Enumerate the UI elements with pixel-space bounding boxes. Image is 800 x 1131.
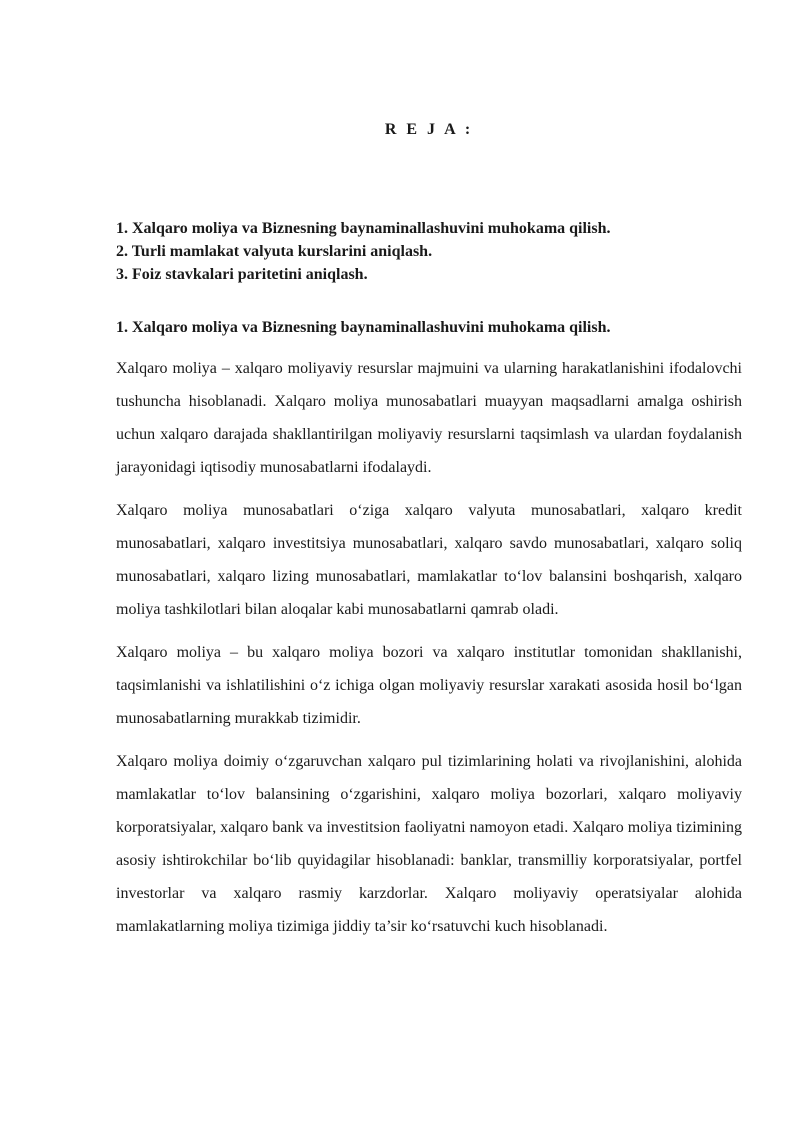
plan-item: 3. Foiz stavkalari paritetini aniqlash. <box>116 266 368 283</box>
paragraph: Xalqaro moliya munosabatlari o‘ziga xalqaro valyuta munosabatlari, xalqaro kredit munosabatlari, xalqaro investitsiya munosabatlari, xalqaro savdo munosabatlari, xalqaro soliq munosabatlari, xalqaro lizing munosabatlari, mamlakatlar to‘lov balansini boshqarish, xalqaro moliya tashkilotlari bilan aloqalar kabi munosabatlarni qamrab oladi. <box>116 502 742 618</box>
document-title: R E J A : <box>384 121 474 138</box>
plan-item: 2. Turli mamlakat valyuta kurslarini aniqlash. <box>116 243 433 260</box>
section-heading: 1. Xalqaro moliya va Biznesning baynaminallashuvini muhokama qilish. <box>116 319 611 336</box>
plan-list <box>116 217 742 286</box>
paragraph: Xalqaro moliya – bu xalqaro moliya bozori va xalqaro institutlar tomonidan shakllanishi, taqsimlanishi va ishlatilishini o‘z ichiga olgan moliyaviy resurslar xarakati asosida hosil bo‘lgan munosabatlarning murakkab tizimidir. <box>116 644 742 727</box>
paragraph: Xalqaro moliya – xalqaro moliyaviy resurslar majmuini va ularning harakatlanishini ifodalovchi tushuncha hisoblanadi. Xalqaro moliya munosabatlari muayyan maqsadlarni amalga oshirish uchun xalqaro darajada shakllantirilgan moliyaviy resurslarni taqsimlash va ulardan foydalanish jarayonidagi iqtisodiy munosabatlarni ifodalaydi. <box>116 360 742 476</box>
plan-item: 1. Xalqaro moliya va Biznesning baynaminallashuvini muhokama qilish. <box>116 220 611 237</box>
body-text <box>116 352 742 953</box>
paragraph: Xalqaro moliya doimiy o‘zgaruvchan xalqaro pul tizimlarining holati va rivojlanishini, alohida mamlakatlar to‘lov balansining o‘zgarishini, xalqaro moliya bozorlari, xalqaro moliyaviy korporatsiyalar, xalqaro bank va investitsion faoliyatni namoyon etadi. Xalqaro moliya tizimining asosiy ishtirokchilar bo‘lib quyidagilar hisoblanadi: banklar, transmilliy korporatsiyalar, portfel investorlar va xalqaro rasmiy karzdorlar. Xalqaro moliyaviy operatsiyalar alohida mamlakatlarning moliya tizimiga jiddiy ta’sir ko‘rsatuvchi kuch hisoblanadi. <box>116 753 742 935</box>
